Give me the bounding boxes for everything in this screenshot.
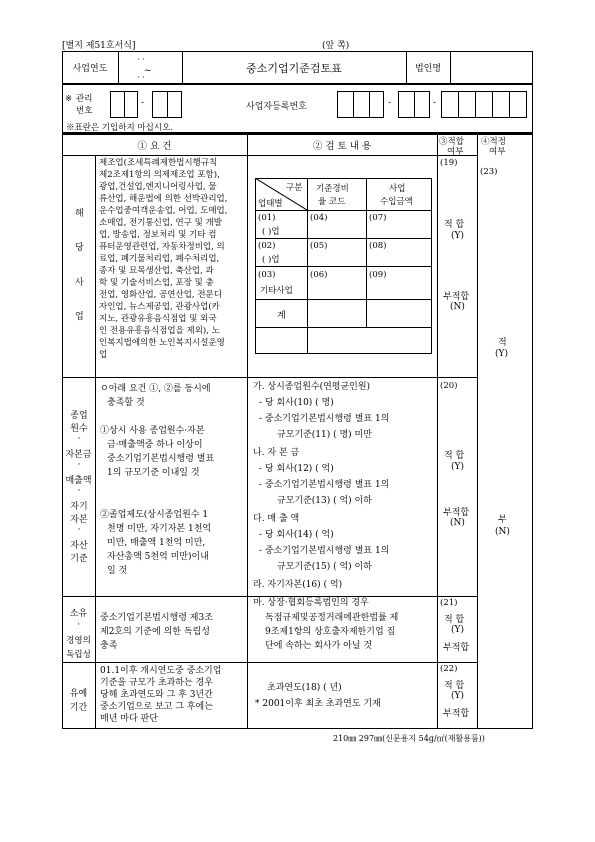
bt-header-amount-1: 사업 xyxy=(389,184,406,194)
bt-header-col: 구분 xyxy=(286,183,303,193)
bt-row1-c2: (04) xyxy=(310,213,328,223)
adequacy-unfit[interactable]: 부 xyxy=(498,515,507,525)
bt-row2-c3: (08) xyxy=(369,241,387,251)
adequacy-fit[interactable]: 적 xyxy=(498,338,507,348)
col-header-fit-2: 여부 xyxy=(447,147,464,157)
fiscal-dots-bottom: · · xyxy=(137,73,145,82)
side-label: (앞 쪽) xyxy=(322,41,350,51)
fiscal-year-label: 사업연도 xyxy=(72,64,108,74)
col-header-content: ② 검 토 내 용 xyxy=(312,140,372,152)
fiscal-tilde: ~ xyxy=(144,66,152,76)
corp-name-label: 법인명 xyxy=(414,64,442,74)
col-header-requirement: ① 요 건 xyxy=(137,140,172,152)
biz-reg-box-3[interactable] xyxy=(441,91,527,118)
s2-unfit[interactable]: 부적합 xyxy=(443,508,470,518)
s2-fit[interactable]: 적 합 xyxy=(444,451,465,461)
s1-fit[interactable]: 적 합 xyxy=(444,220,465,230)
s3-fit[interactable]: 적 합 xyxy=(444,615,465,625)
bt-header-code-1: 기준경비 xyxy=(316,184,349,194)
mgmt-mark: ※ xyxy=(65,94,73,104)
biz-reg-dash-1: - xyxy=(388,98,392,108)
bt-row3-code: (03) xyxy=(258,270,276,280)
bt-row1-sub: ( )업 xyxy=(262,227,280,237)
bt-row2-code: (02) xyxy=(258,241,276,251)
col-header-fit-1: ③적합 xyxy=(439,137,464,147)
bt-row3-c2: (06) xyxy=(310,270,328,280)
s3-unfit[interactable]: 부적합 xyxy=(443,643,470,653)
mgmt-dash: - xyxy=(141,98,145,108)
bt-row3-sub: 기타사업 xyxy=(260,286,293,296)
biz-reg-dash-2: - xyxy=(433,98,437,108)
s2-fit-number: (20) xyxy=(440,381,458,391)
s2-unfit-code: (N) xyxy=(450,518,465,528)
paper-spec: 210㎜ 297㎜(신문용지 54g/㎡(재활용품)) xyxy=(333,734,485,743)
s1-unfit[interactable]: 부적합 xyxy=(443,292,470,302)
bt-row1-c3: (07) xyxy=(369,213,387,223)
form-number: [별지 제51호서식] xyxy=(62,41,136,51)
bt-header-amount-2: 수입금액 xyxy=(380,197,413,207)
bt-row2-c2: (05) xyxy=(310,241,328,251)
bt-header-code-2: 율 코드 xyxy=(318,197,346,207)
s4-fit[interactable]: 적 합 xyxy=(444,681,465,691)
adequacy-unfit-code: (N) xyxy=(495,527,510,537)
s1-fit-number: (19) xyxy=(440,158,458,168)
bt-row1-code: (01) xyxy=(258,213,276,223)
mgmt-label-1: 관리 xyxy=(76,94,93,104)
corp-name-field[interactable] xyxy=(451,52,532,83)
form-title: 중소기업기준검토표 xyxy=(246,61,342,75)
fiscal-dots-top: · · xyxy=(137,55,145,64)
biz-reg-label: 사업자등록번호 xyxy=(246,102,307,112)
col-header-adequacy-2: 여부 xyxy=(489,147,506,157)
s2-fit-code: (Y) xyxy=(451,462,464,472)
s3-fit-number: (21) xyxy=(440,598,458,608)
s4-fit-code: (Y) xyxy=(451,691,464,701)
s1-fit-code: (Y) xyxy=(451,231,464,241)
bt-row2-sub: ( )업 xyxy=(262,255,280,265)
s3-fit-code: (Y) xyxy=(451,625,464,635)
bt-header-row: 업태별 xyxy=(258,199,283,209)
col-header-adequacy-1: ④적정 xyxy=(481,137,506,147)
s4-fit-number: (22) xyxy=(440,664,458,674)
adequacy-number: (23) xyxy=(480,167,498,177)
s1-unfit-code: (N) xyxy=(450,302,465,312)
section-business-label: 해 당 사 업 xyxy=(75,209,84,322)
biz-reg-box-1[interactable] xyxy=(337,91,384,118)
adequacy-fit-code: (Y) xyxy=(495,349,508,359)
s4-unfit[interactable]: 부적합 xyxy=(443,709,470,719)
mgmt-label-2: 번호 xyxy=(76,106,93,116)
fill-note: ※표란은 기입하지 마십시오. xyxy=(66,123,173,133)
bt-row3-c3: (09) xyxy=(369,270,387,280)
bt-total: 계 xyxy=(277,311,286,321)
